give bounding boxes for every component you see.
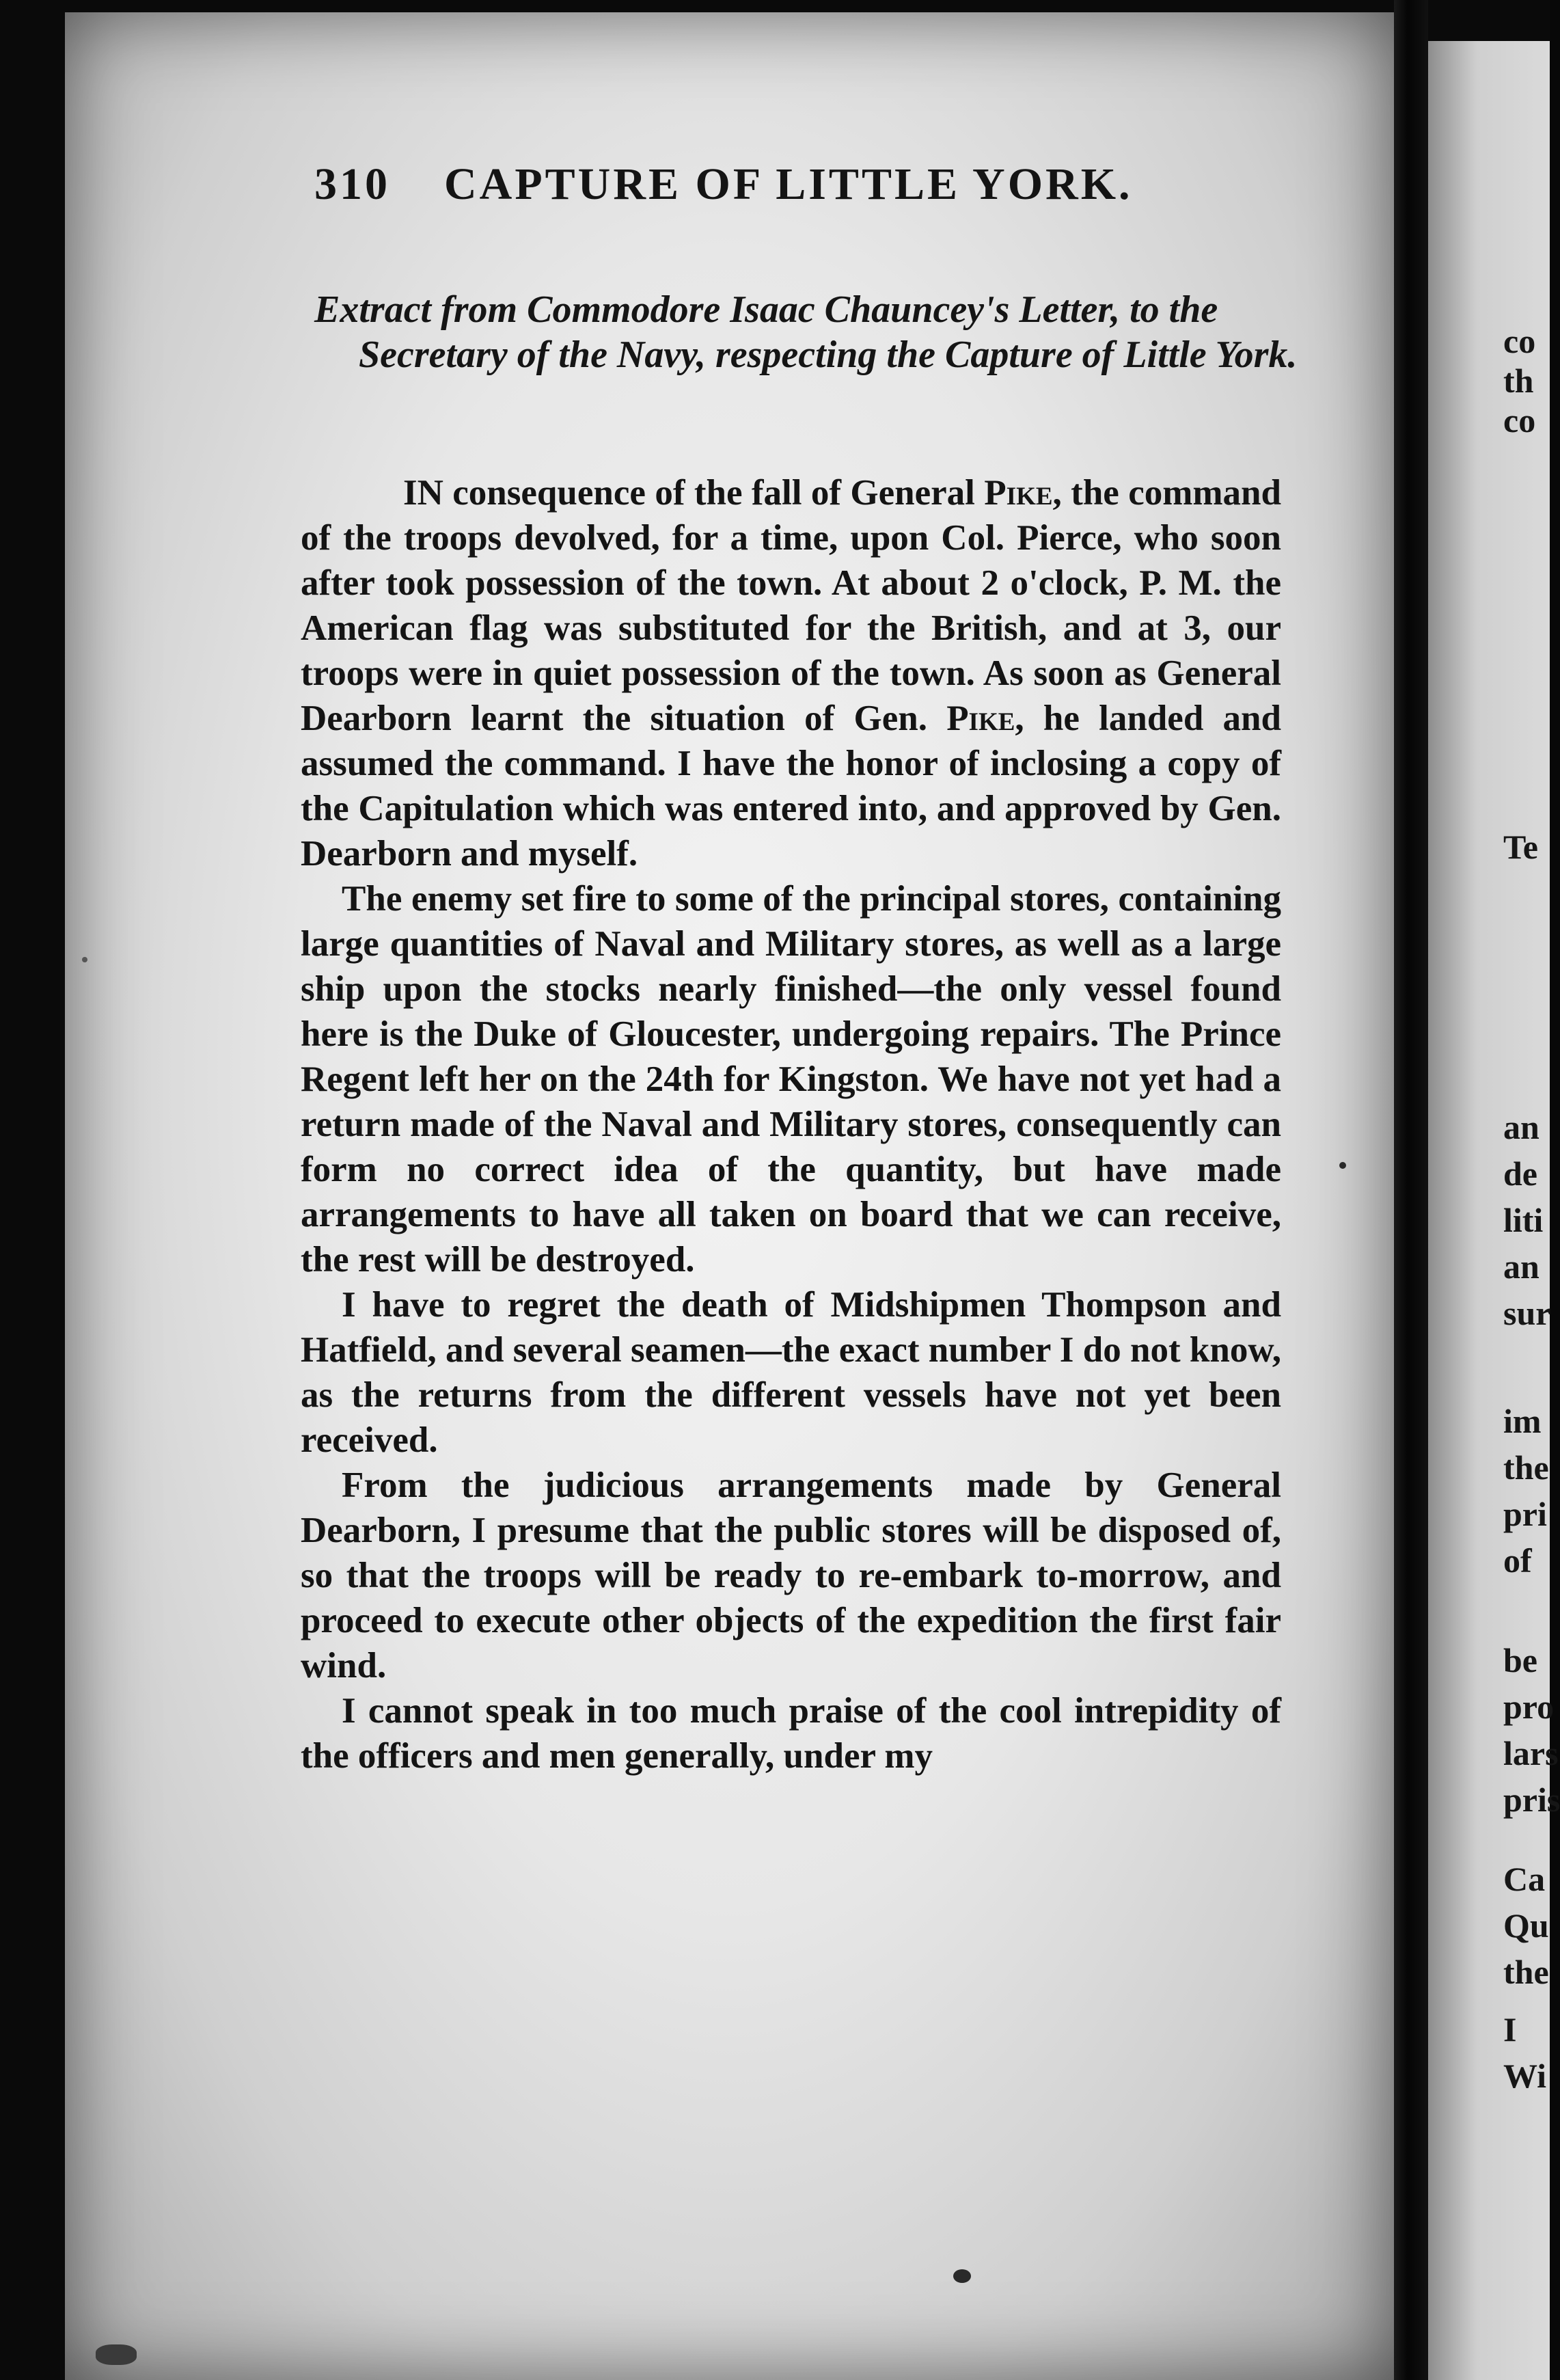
right-fragment: sur xyxy=(1503,1294,1551,1332)
paragraph-1 xyxy=(301,470,1281,876)
running-title: CAPTURE OF LITTLE YORK. xyxy=(444,159,1133,209)
right-fragment: th xyxy=(1503,362,1534,400)
right-fragment: Ca xyxy=(1503,1860,1546,1898)
right-fragment: im xyxy=(1503,1402,1542,1440)
right-fragment: the xyxy=(1503,1448,1549,1487)
right-fragment: of xyxy=(1503,1541,1532,1580)
page-stain xyxy=(96,2344,137,2365)
right-fragment: Te xyxy=(1503,828,1538,866)
paragraph-3: I have to regret the death of Midshipmen Thompson and Hatfield, and several seamen—the exact number I do not know, as the returns from the different vessels have not yet been received. xyxy=(301,1285,1281,1460)
running-head xyxy=(314,159,1155,213)
body-text xyxy=(301,470,1281,1779)
right-fragment: an xyxy=(1503,1108,1540,1146)
right-fragment: co xyxy=(1503,401,1536,440)
right-fragment: Wi xyxy=(1503,2057,1546,2095)
paragraph-1-part-3: , he landed and assumed the command. I have the honor of inclosing a copy of the Capitulation which was entered into, and approved by Gen. Dearborn and myself. xyxy=(301,699,1281,874)
paragraph-1-part-1: IN consequence of the fall of General xyxy=(403,473,985,513)
name-pike: Pike xyxy=(984,473,1053,513)
right-fragment: the xyxy=(1503,1953,1549,1991)
ink-speck xyxy=(82,957,87,962)
book-gutter xyxy=(1394,0,1428,2380)
right-fragment: an xyxy=(1503,1247,1540,1286)
right-fragment: be xyxy=(1503,1641,1537,1679)
extract-heading: Extract from Commodore Isaac Chauncey's Letter, to the Secretary of the Navy, respecting the Capture of Little York. xyxy=(314,288,1298,376)
right-fragment: pris xyxy=(1503,1781,1560,1819)
paragraph-2: The enemy set fire to some of the principal stores, containing large quantities of Naval and Military stores, as well as a large ship upon the stocks nearly finished—the only vessel found here is the Duke of Gloucester, undergoing repairs. The Prince Regent left her on the 24th for Kingston. We have not yet had a return made of the Naval and Military stores, consequently can form no correct idea of the quantity, but have made arrangements to have all taken on board that we can receive, the rest will be destroyed. xyxy=(301,879,1281,1280)
right-fragment: I xyxy=(1503,2010,1517,2048)
paragraph-1-part-2: , the command of the troops devolved, for a time, upon Col. Pierce, who soon after took possession of the town. At about 2 o'clock, P. M. the American flag was substituted for the British, and at 3, our troops were in quiet possession of the town. As soon as General Dearborn learnt the situation of Gen. xyxy=(301,473,1281,738)
paragraph-5: I cannot speak in too much praise of the cool intrepidity of the officers and men generally, under my xyxy=(301,1691,1281,1776)
right-fragment: pro xyxy=(1503,1688,1555,1726)
ink-speck xyxy=(953,2269,971,2283)
right-fragment: pri xyxy=(1503,1495,1547,1533)
right-fragment: Qu xyxy=(1503,1906,1549,1945)
paragraph-4: From the judicious arrangements made by General Dearborn, I presume that the public stores will be disposed of, so that the troops will be ready to re-embark to-morrow, and proceed to execute other objects of the expedition the first fair wind. xyxy=(301,1465,1281,1686)
page-number: 310 xyxy=(314,159,390,209)
right-fragment: de xyxy=(1503,1154,1537,1193)
right-fragment: liti xyxy=(1503,1201,1544,1239)
ink-speck xyxy=(1339,1162,1346,1169)
name-pike-2: Pike xyxy=(946,699,1015,738)
right-fragment: lars xyxy=(1503,1734,1559,1772)
right-fragment: co xyxy=(1503,322,1536,360)
